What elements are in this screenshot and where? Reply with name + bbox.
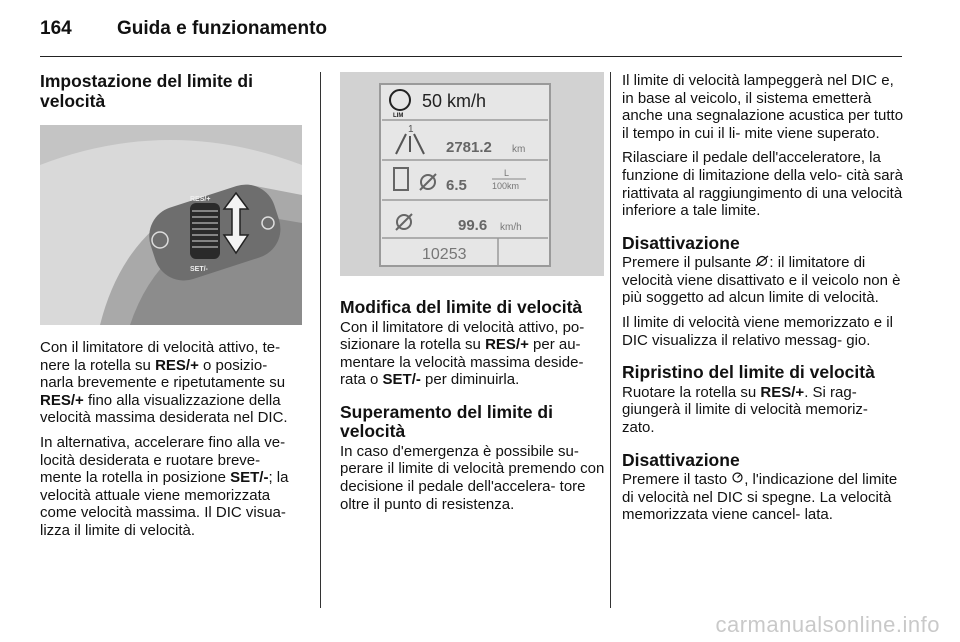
column-2 [340,72,606,520]
steering-wheel-illustration [40,125,302,325]
svg-text:L: L [504,168,510,178]
heading-exceed-limit: Superamento del limite di velocità [340,401,553,442]
heading-setting-limit: Impostazione del limite di velocità [40,71,253,111]
svg-text:1: 1 [408,124,414,135]
page-header [40,18,327,40]
dic-display-illustration [340,72,604,276]
heading-restore-limit: Ripristino del limite di velocità [622,362,875,383]
cancel-limiter-icon [755,255,769,267]
column-divider-2 [610,72,611,608]
watermark: carmanualsonline.info [715,612,940,637]
speed-limiter-button-icon [731,471,744,484]
page-number: 164 [40,18,72,39]
paragraph-8: Il limite di velocità viene memorizzato e il DIC visualizza il relativo messag- gio. [622,314,893,349]
paragraph-7: Premere il pulsante : il limitatore di velocità viene disattivato e il veicolo non è più soggetto ad alcun limite di velocità. [622,254,901,307]
svg-text:km: km [512,144,526,155]
header-rule [40,56,902,57]
set-label: SET/- [190,266,208,273]
paragraph-9: Ruotare la rotella su RES/+. Si rag- giungerà il limite di velocità memoriz- zato. [622,383,868,436]
dic-odometer: 10253 [422,246,467,263]
paragraph-6: Rilasciare il pedale dell'acceleratore, la funzione di limitazione della velo- cità sarà riattivata al raggiungimento di una velocità inferiore a tale limite. [622,149,903,220]
dic-trip: 2781.2 [446,139,492,156]
page-title: Guida e funzionamento [116,18,328,39]
svg-text:100km: 100km [492,181,520,191]
paragraph-4: In caso d'emergenza è possibile su- perare il limite di velocità premendo con decisione il pedale dell'accelera- tore oltre il punto di resistenza. [340,442,605,513]
heading-deactivation-2: Disattivazione [622,449,740,470]
res-label: RES/+ [190,196,211,203]
svg-text:LIM: LIM [393,113,404,119]
paragraph-1: Con il limitatore di velocità attivo, te- nere la rotella su RES/+ o posizio- narla brevemente e ripetutamente su RES/+ fino alla visualizzazione della velocità massima desiderata nel DIC. [40,339,288,427]
paragraph-10: Premere il tasto , l'indicazione del limite di velocità nel DIC si spegne. La velocità memorizzata viene cancel- lata. [622,471,898,524]
dic-speed: 50 km/h [422,91,487,111]
column-divider-1 [320,72,321,608]
heading-modify-limit: Modifica del limite di velocità [340,297,583,317]
paragraph-3: Con il limitatore di velocità attivo, po- sizionare la rotella su RES/+ per au- mentare la velocità massima deside- rata o SET/- per diminuirla. [340,318,585,389]
svg-text:km/h: km/h [500,222,522,233]
column-1 [40,72,302,547]
dic-consumption: 6.5 [446,177,467,194]
paragraph-2: In alternativa, accelerare fino alla ve- locità desiderata e ruotare breve- mente la rotella in posizione SET/-; la velocità attuale viene memorizzata come velocità massima. Il DIC visua- lizza il limite di velocità. [40,433,289,539]
column-3 [622,72,904,531]
heading-deactivation-1: Disattivazione [622,232,740,253]
paragraph-5: Il limite di velocità lampeggerà nel DIC e, in base al veicolo, il sistema emetterà anche una segnalazione acustica per tutto il tempo in cui il li- mite viene superato. [622,72,904,142]
dic-avg-speed: 99.6 [458,217,488,234]
